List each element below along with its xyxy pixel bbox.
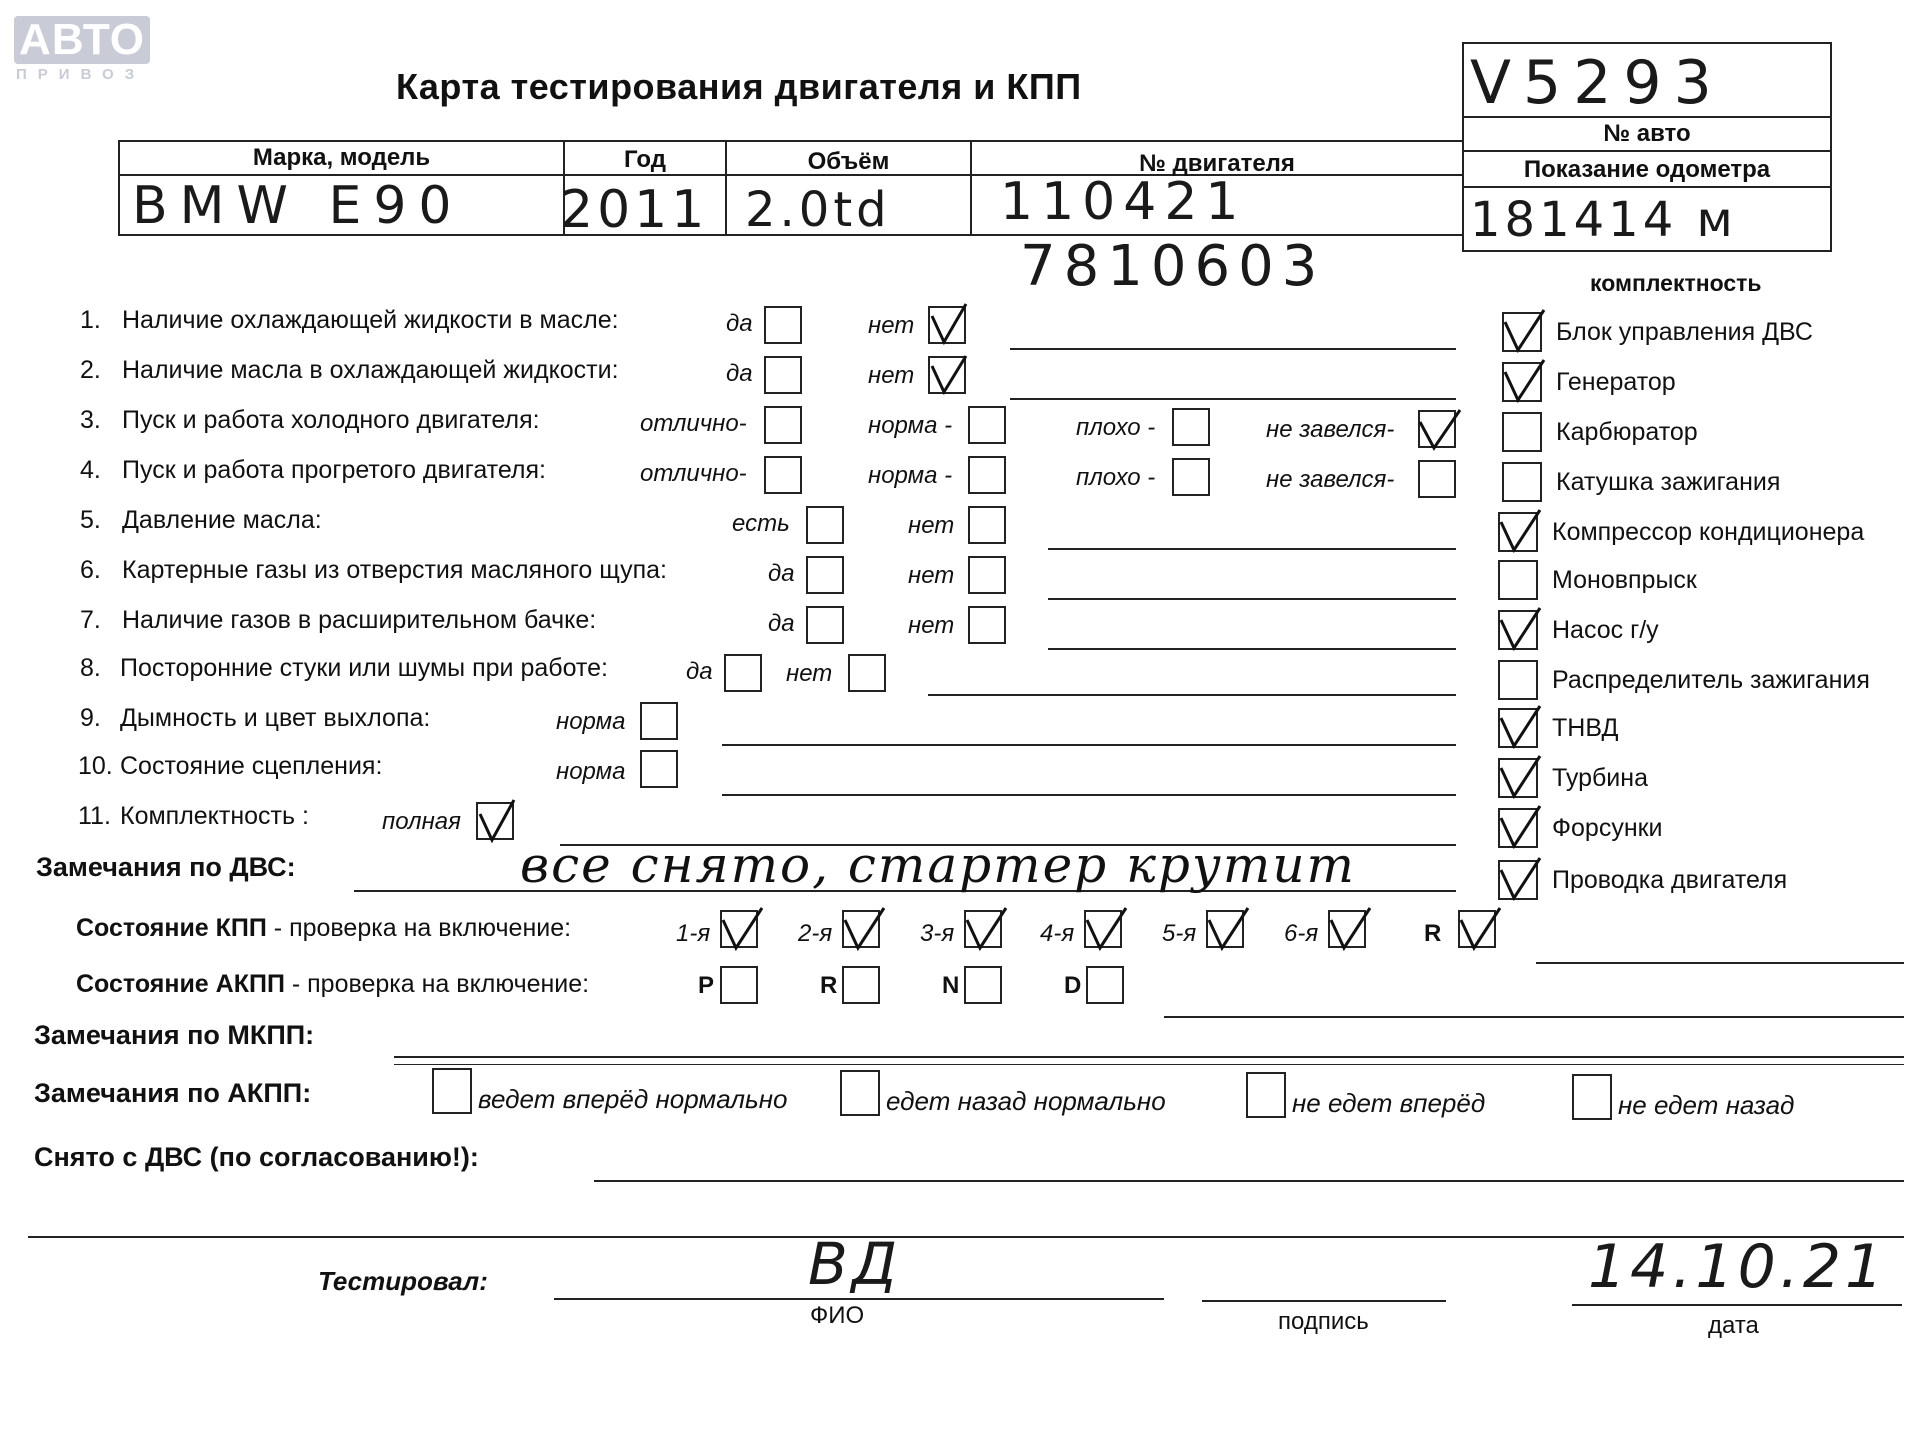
- completeness-item-label: Генератор: [1556, 368, 1676, 396]
- kpp-gear-label: 1-я: [676, 920, 711, 947]
- q4-number: 4.: [80, 456, 101, 484]
- q6-checkbox-da[interactable]: [806, 556, 844, 594]
- kpp-gear-label: 4-я: [1040, 920, 1075, 947]
- q3-opt-bad: плохо -: [1076, 414, 1156, 441]
- q6-text: Картерные газы из отверстия масляного щупа:: [122, 556, 667, 584]
- completeness-checkbox[interactable]: [1498, 860, 1538, 900]
- akpp-mode-label: P: [698, 972, 715, 999]
- logo: АВТО: [14, 16, 150, 64]
- akpp-option-no-forward: не едет вперёд: [1292, 1088, 1486, 1118]
- q4-checkbox-excellent[interactable]: [764, 456, 802, 494]
- q3-checkbox-bad[interactable]: [1172, 408, 1210, 446]
- q4-opt-bad: плохо -: [1076, 464, 1156, 491]
- engine-number-extra: 7810603: [1020, 234, 1326, 299]
- q4-text: Пуск и работа прогретого двигателя:: [122, 456, 546, 484]
- completeness-item-label: ТНВД: [1552, 714, 1619, 742]
- date-label: дата: [1708, 1312, 1759, 1339]
- kpp-gear-label: 5-я: [1162, 920, 1197, 947]
- q8-text: Посторонние стуки или шумы при работе:: [120, 654, 608, 682]
- q7-checkbox-net[interactable]: [968, 606, 1006, 644]
- q1-number: 1.: [80, 306, 101, 334]
- q3-opt-excellent: отлично-: [640, 410, 747, 437]
- akpp-mode-label: N: [942, 972, 960, 999]
- tested-label: Тестировал:: [318, 1266, 488, 1296]
- q4-opt-normal: норма -: [868, 462, 953, 489]
- odometer-value: 181414 м: [1470, 192, 1737, 248]
- q4-opt-excellent: отлично-: [640, 460, 747, 487]
- completeness-title: комплектность: [1590, 270, 1762, 296]
- logo-subtitle: ПРИВОЗ: [16, 66, 146, 83]
- kpp-gear-label: 6-я: [1284, 920, 1319, 947]
- completeness-item-label: Форсунки: [1552, 814, 1663, 842]
- q11-text: Комплектность :: [120, 802, 309, 830]
- q9-text: Дымность и цвет выхлопа:: [120, 704, 431, 732]
- q4-checkbox-no-start[interactable]: [1418, 460, 1456, 498]
- q3-opt-normal: норма -: [868, 412, 953, 439]
- kpp-gear-checkbox[interactable]: [842, 910, 880, 948]
- remarks-mkpp-label: Замечания по МКПП:: [34, 1020, 315, 1050]
- vehicle-number-label: № авто: [1603, 120, 1691, 147]
- kpp-gear-checkbox[interactable]: [1328, 910, 1366, 948]
- completeness-item-label: Проводка двигателя: [1552, 866, 1788, 894]
- akpp-option-back-ok-checkbox[interactable]: [840, 1070, 880, 1116]
- q6-opt-da: да: [768, 560, 795, 587]
- q8-checkbox-net[interactable]: [848, 654, 886, 692]
- q7-checkbox-da[interactable]: [806, 606, 844, 644]
- q8-checkbox-da[interactable]: [724, 654, 762, 692]
- completeness-item-label: Блок управления ДВС: [1556, 318, 1813, 346]
- completeness-item-label: Компрессор кондиционера: [1552, 518, 1865, 546]
- q2-checkbox-net[interactable]: [928, 356, 966, 394]
- kpp-gear-checkbox[interactable]: [1458, 910, 1496, 948]
- kpp-gear-checkbox[interactable]: [720, 910, 758, 948]
- completeness-checkbox[interactable]: [1502, 412, 1542, 452]
- q10-checkbox-normal[interactable]: [640, 750, 678, 788]
- akpp-option-back-ok: едет назад нормально: [886, 1086, 1166, 1116]
- q3-checkbox-normal[interactable]: [968, 406, 1006, 444]
- q5-number: 5.: [80, 506, 101, 534]
- q4-opt-no-start: не завелся-: [1266, 466, 1395, 493]
- akpp-option-no-back: не едет назад: [1618, 1090, 1795, 1120]
- q2-opt-da: да: [726, 360, 753, 387]
- q4-checkbox-bad[interactable]: [1172, 458, 1210, 496]
- remarks-dvs-value: все снято, стартер крутит: [520, 836, 1356, 894]
- completeness-item-label: Карбюратор: [1556, 418, 1698, 446]
- q1-opt-net: нет: [868, 312, 915, 339]
- kpp-gear-checkbox[interactable]: [964, 910, 1002, 948]
- q9-checkbox-normal[interactable]: [640, 702, 678, 740]
- q3-number: 3.: [80, 406, 101, 434]
- q7-number: 7.: [80, 606, 101, 634]
- q11-number: 11.: [78, 802, 111, 830]
- table-header-model: Марка, модель: [252, 144, 431, 171]
- completeness-checkbox[interactable]: [1498, 808, 1538, 848]
- date-value: 14.10.21: [1588, 1232, 1888, 1302]
- page-title: Карта тестирования двигателя и КПП: [396, 66, 1082, 107]
- kpp-label-rest: - проверка на включение:: [266, 914, 572, 942]
- completeness-item-label: Моновпрыск: [1552, 566, 1697, 594]
- tested-value: ВД: [808, 1230, 902, 1298]
- q7-opt-net: нет: [908, 612, 955, 639]
- engine-number-value: 110421: [1000, 172, 1247, 232]
- akpp-mode-checkbox[interactable]: [1086, 966, 1124, 1004]
- table-header-engine-no: № двигателя: [1139, 150, 1295, 177]
- akpp-label-rest: - проверка на включение:: [284, 970, 590, 998]
- kpp-gear-label: 3-я: [920, 920, 955, 947]
- akpp-option-no-back-checkbox[interactable]: [1572, 1074, 1612, 1120]
- q5-checkbox-yes[interactable]: [806, 506, 844, 544]
- akpp-option-forward-ok-checkbox[interactable]: [432, 1068, 472, 1114]
- q11-checkbox-full[interactable]: [476, 802, 514, 840]
- fio-label: ФИО: [810, 1302, 865, 1329]
- completeness-checkbox[interactable]: [1502, 462, 1542, 502]
- model-value: BMW E90: [132, 176, 464, 236]
- remarks-dvs-label: Замечания по ДВС:: [36, 852, 296, 882]
- removed-label: Снято с ДВС (по согласованию!):: [34, 1142, 479, 1172]
- q2-checkbox-da[interactable]: [764, 356, 802, 394]
- akpp-mode-checkbox[interactable]: [964, 966, 1002, 1004]
- q3-checkbox-no-start[interactable]: [1418, 410, 1456, 448]
- kpp-gear-label: 2-я: [798, 920, 833, 947]
- q5-text: Давление масла:: [122, 506, 322, 534]
- volume-value: 2.0td: [745, 182, 891, 238]
- completeness-checkbox[interactable]: [1498, 708, 1538, 748]
- q6-number: 6.: [80, 556, 101, 584]
- akpp-mode-checkbox[interactable]: [842, 966, 880, 1004]
- completeness-item-label: Катушка зажигания: [1556, 468, 1781, 496]
- q1-checkbox-da[interactable]: [764, 306, 802, 344]
- q8-opt-da: да: [686, 658, 713, 685]
- q7-opt-da: да: [768, 610, 795, 637]
- q5-opt-no: нет: [908, 512, 955, 539]
- vehicle-number-value: V5293: [1470, 48, 1724, 118]
- q10-text: Состояние сцепления:: [120, 752, 383, 780]
- completeness-checkbox[interactable]: [1498, 758, 1538, 798]
- completeness-item-label: Насос г/у: [1552, 616, 1659, 644]
- q2-number: 2.: [80, 356, 101, 384]
- kpp-gear-checkbox[interactable]: [1206, 910, 1244, 948]
- kpp-label: [76, 914, 571, 943]
- akpp-label-bold: Состояние АКПП: [76, 970, 285, 998]
- kpp-label-bold: Состояние КПП: [76, 914, 267, 942]
- completeness-item-label: Турбина: [1552, 764, 1648, 792]
- q5-opt-yes: есть: [732, 510, 790, 537]
- q3-opt-no-start: не завелся-: [1266, 416, 1395, 443]
- q8-number: 8.: [80, 654, 101, 682]
- kpp-gear-checkbox[interactable]: [1084, 910, 1122, 948]
- q2-opt-net: нет: [868, 362, 915, 389]
- completeness-item-label: Распределитель зажигания: [1552, 666, 1870, 694]
- q5-checkbox-no[interactable]: [968, 506, 1006, 544]
- q6-checkbox-net[interactable]: [968, 556, 1006, 594]
- q1-text: Наличие охлаждающей жидкости в масле:: [122, 306, 619, 334]
- akpp-mode-label: D: [1064, 972, 1082, 999]
- akpp-mode-label: R: [820, 972, 838, 999]
- q2-text: Наличие масла в охлаждающей жидкости:: [122, 356, 619, 384]
- completeness-checkbox[interactable]: [1498, 560, 1538, 600]
- completeness-checkbox[interactable]: [1502, 312, 1542, 352]
- kpp-gear-label: R: [1424, 920, 1442, 947]
- q7-text: Наличие газов в расширительном бачке:: [122, 606, 597, 634]
- q10-number: 10.: [78, 752, 113, 780]
- akpp-option-forward-ok: ведет вперёд нормально: [478, 1084, 788, 1114]
- q6-opt-net: нет: [908, 562, 955, 589]
- completeness-checkbox[interactable]: [1502, 362, 1542, 402]
- q4-checkbox-normal[interactable]: [968, 456, 1006, 494]
- remarks-akpp-label: Замечания по АКПП:: [34, 1078, 312, 1108]
- q1-checkbox-net[interactable]: [928, 306, 966, 344]
- akpp-label: [76, 970, 589, 999]
- year-value: 2011: [560, 180, 709, 240]
- akpp-option-no-forward-checkbox[interactable]: [1246, 1072, 1286, 1118]
- q9-number: 9.: [80, 704, 101, 732]
- odometer-label: Показание одометра: [1523, 156, 1771, 183]
- q11-opt-full: полная: [382, 808, 461, 835]
- table-header-year: Год: [624, 146, 666, 173]
- q8-opt-net: нет: [786, 660, 833, 687]
- q10-opt-normal: норма: [556, 758, 626, 785]
- q9-opt-normal: норма: [556, 708, 626, 735]
- completeness-checkbox[interactable]: [1498, 660, 1538, 700]
- completeness-checkbox[interactable]: [1498, 512, 1538, 552]
- signature-label: подпись: [1278, 1308, 1369, 1335]
- q3-text: Пуск и работа холодного двигателя:: [122, 406, 540, 434]
- q3-checkbox-excellent[interactable]: [764, 406, 802, 444]
- q1-opt-da: да: [726, 310, 753, 337]
- table-header-volume: Объём: [807, 148, 890, 175]
- akpp-mode-checkbox[interactable]: [720, 966, 758, 1004]
- completeness-checkbox[interactable]: [1498, 610, 1538, 650]
